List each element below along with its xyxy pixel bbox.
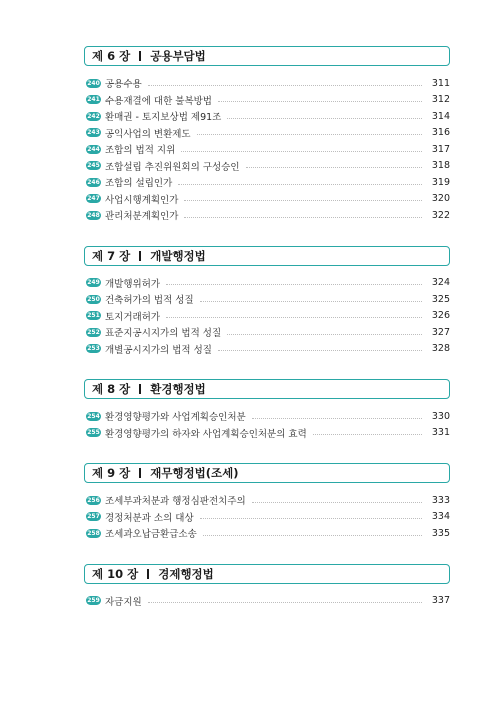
chapter-7 xyxy=(84,246,450,358)
entry-number-badge: 252 xyxy=(87,328,100,336)
entry-page: 337 xyxy=(431,595,450,607)
table-of-contents xyxy=(84,46,450,631)
chapter-number: 제 10 장 xyxy=(92,566,139,581)
entry-number-badge: 244 xyxy=(87,145,100,153)
entry-title: 관리처분계획인가 xyxy=(105,211,179,223)
entry-title: 조합설립 추진위원회의 구성승인 xyxy=(105,161,240,173)
chapter-number: 제 9 장 xyxy=(92,466,131,480)
entry-title: 조합의 법적 지위 xyxy=(105,145,176,157)
dot-leader xyxy=(200,301,422,302)
entry-number-badge: 249 xyxy=(87,279,100,287)
toc-entry[interactable] xyxy=(86,341,450,358)
dot-leader xyxy=(227,118,422,119)
toc-entry[interactable] xyxy=(86,425,450,442)
entry-title: 수용재결에 대한 불복방법 xyxy=(105,95,212,107)
entry-title: 조세과오납금환급소송 xyxy=(105,529,197,541)
entry-number-badge: 242 xyxy=(87,112,100,120)
entry-page: 330 xyxy=(431,410,450,422)
entry-page: 314 xyxy=(431,110,450,122)
entry-page: 326 xyxy=(431,310,450,322)
chapter-title: 개발행정법 xyxy=(150,248,206,263)
entry-number-badge: 257 xyxy=(87,513,100,521)
entry-page: 312 xyxy=(431,94,450,106)
entry-page: 318 xyxy=(431,160,450,172)
chapter-header xyxy=(84,379,450,399)
dot-leader xyxy=(252,502,422,503)
entry-title: 공익사업의 변환제도 xyxy=(105,128,191,140)
toc-entry[interactable] xyxy=(86,92,450,109)
dot-leader xyxy=(184,200,422,201)
toc-entry[interactable] xyxy=(86,593,450,610)
dot-leader xyxy=(197,134,422,135)
chapter-number: 제 8 장 xyxy=(92,382,131,396)
chapter-divider xyxy=(139,384,141,394)
entry-number-badge: 256 xyxy=(87,496,100,504)
toc-entry[interactable] xyxy=(86,308,450,325)
entry-number-badge: 253 xyxy=(87,345,100,353)
entry-number-badge: 259 xyxy=(87,597,100,605)
dot-leader xyxy=(252,418,422,419)
entry-number-badge: 247 xyxy=(87,195,100,203)
entry-page: 328 xyxy=(431,343,450,355)
toc-entry[interactable] xyxy=(86,108,450,125)
dot-leader xyxy=(148,602,422,603)
entry-page: 325 xyxy=(431,293,450,305)
chapter-title: 재무행정법(조세) xyxy=(150,466,239,480)
toc-entry[interactable] xyxy=(86,408,450,425)
chapter-header xyxy=(84,463,450,483)
entry-number-badge: 254 xyxy=(87,412,100,420)
toc-entry[interactable] xyxy=(86,141,450,158)
chapter-9 xyxy=(84,463,450,542)
dot-leader xyxy=(218,101,422,102)
entry-number-badge: 243 xyxy=(87,129,100,137)
chapter-6 xyxy=(84,46,450,224)
dot-leader xyxy=(166,284,422,285)
chapter-header xyxy=(84,46,450,66)
entry-number-badge: 251 xyxy=(87,312,100,320)
entry-title: 조합의 설립인가 xyxy=(105,178,173,190)
chapter-divider xyxy=(139,251,141,261)
dot-leader xyxy=(184,217,422,218)
dot-leader xyxy=(227,334,422,335)
chapter-divider xyxy=(139,51,141,61)
entry-page: 322 xyxy=(431,209,450,221)
chapter-title: 경제행정법 xyxy=(158,566,214,581)
entry-title: 사업시행계획인가 xyxy=(105,194,179,206)
toc-entry[interactable] xyxy=(86,509,450,526)
entry-page: 317 xyxy=(431,143,450,155)
entry-title: 환매권 - 토지보상법 제91조 xyxy=(105,112,222,124)
entry-title: 표준지공시지가의 법적 성질 xyxy=(105,328,222,340)
entry-page: 320 xyxy=(431,193,450,205)
entry-page: 319 xyxy=(431,176,450,188)
toc-entry[interactable] xyxy=(86,492,450,509)
entry-title: 개발행위허가 xyxy=(105,278,161,290)
entry-number-badge: 240 xyxy=(87,79,100,87)
toc-entry[interactable] xyxy=(86,191,450,208)
entry-page: 333 xyxy=(431,494,450,506)
dot-leader xyxy=(166,317,422,318)
entry-title: 건축허가의 법적 성질 xyxy=(105,295,194,307)
dot-leader xyxy=(148,85,422,86)
entry-number-badge: 250 xyxy=(87,295,100,303)
entry-title: 환경영향평가와 사업계획승인처분 xyxy=(105,412,246,424)
dot-leader xyxy=(178,184,422,185)
toc-entry[interactable] xyxy=(86,291,450,308)
entry-title: 공용수용 xyxy=(105,79,142,91)
entry-title: 경정처분과 소의 대상 xyxy=(105,512,194,524)
entry-page: 335 xyxy=(431,527,450,539)
dot-leader xyxy=(313,434,422,435)
entry-number-badge: 258 xyxy=(87,529,100,537)
entry-page: 327 xyxy=(431,326,450,338)
toc-entry[interactable] xyxy=(86,207,450,224)
dot-leader xyxy=(218,350,422,351)
dot-leader xyxy=(203,535,422,536)
chapter-8 xyxy=(84,379,450,441)
entry-page: 324 xyxy=(431,277,450,289)
dot-leader xyxy=(200,518,422,519)
chapter-header xyxy=(84,246,450,266)
toc-entry[interactable] xyxy=(86,275,450,292)
toc-entry[interactable] xyxy=(86,125,450,142)
chapter-number: 제 7 장 xyxy=(92,248,131,263)
chapter-title: 공용부담법 xyxy=(150,49,206,63)
toc-entry[interactable] xyxy=(86,75,450,92)
entry-title: 자금지원 xyxy=(105,596,142,608)
entry-number-badge: 245 xyxy=(87,162,100,170)
toc-entry[interactable] xyxy=(86,158,450,175)
entry-title: 토지거래허가 xyxy=(105,311,161,323)
entry-title: 조세부과처분과 행정심판전치주의 xyxy=(105,496,246,508)
entry-number-badge: 246 xyxy=(87,178,100,186)
entry-page: 316 xyxy=(431,127,450,139)
chapter-title: 환경행정법 xyxy=(150,382,206,396)
chapter-divider xyxy=(139,468,141,478)
entry-title: 개별공시지가의 법적 성질 xyxy=(105,344,212,356)
dot-leader xyxy=(246,167,422,168)
entry-number-badge: 241 xyxy=(87,96,100,104)
entry-page: 334 xyxy=(431,511,450,523)
entry-page: 331 xyxy=(431,427,450,439)
chapter-10 xyxy=(84,564,450,610)
chapter-number: 제 6 장 xyxy=(92,49,131,63)
chapter-divider xyxy=(147,569,149,579)
chapter-header xyxy=(84,564,450,584)
entry-page: 311 xyxy=(431,77,450,89)
dot-leader xyxy=(181,151,422,152)
toc-entry[interactable] xyxy=(86,174,450,191)
toc-entry[interactable] xyxy=(86,525,450,542)
entry-title: 환경영향평가의 하자와 사업계획승인처분의 효력 xyxy=(105,428,307,440)
entry-number-badge: 248 xyxy=(87,211,100,219)
toc-entry[interactable] xyxy=(86,324,450,341)
entry-number-badge: 255 xyxy=(87,429,100,437)
